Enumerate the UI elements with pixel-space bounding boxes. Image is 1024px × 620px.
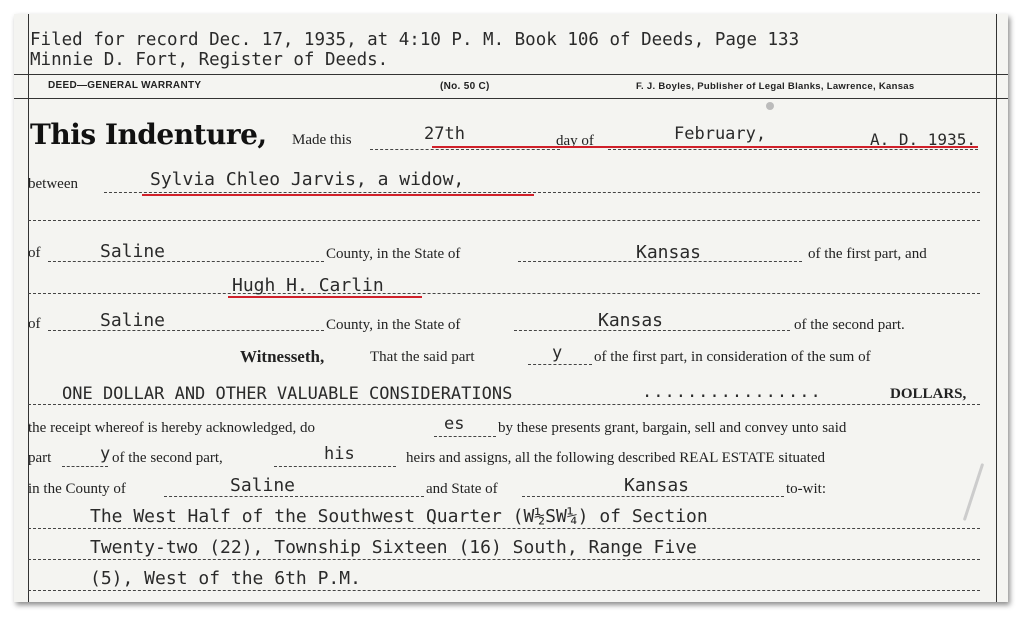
county-text-2: County, in the State of: [326, 317, 461, 333]
county-3: Saline: [230, 475, 296, 496]
legal-rule-2: [28, 559, 980, 560]
part-suffix-2: y: [100, 444, 111, 464]
legal-line-2: Twenty-two (22), Township Sixteen (16) South, Range Five: [90, 537, 697, 558]
ad-year: A. D. 1935.: [870, 130, 976, 149]
county-line-2: [48, 330, 324, 331]
month-value: February,: [674, 124, 767, 144]
day-value: 27th: [424, 124, 465, 144]
heirs-text: heirs and assigns, all the following described REAL ESTATE situated: [406, 450, 825, 466]
receipt-text-2: by these presents grant, bargain, sell and convey unto said: [498, 420, 847, 436]
paper-scratch: [963, 463, 984, 521]
form-publisher: F. J. Boyles, Publisher of Legal Blanks, Lawrence, Kansas: [636, 81, 915, 92]
paper-speck: [766, 102, 774, 110]
state-1: Kansas: [636, 242, 702, 263]
legal-rule-1: [28, 528, 980, 529]
month-line: [608, 149, 978, 150]
his-value: his: [324, 444, 355, 464]
left-border: [28, 14, 29, 602]
state-2: Kansas: [598, 310, 664, 331]
form-number: (No. 50 C): [440, 81, 490, 92]
state-3: Kansas: [624, 475, 690, 496]
grantor-line: [104, 192, 980, 193]
red-underline-grantor: [142, 194, 534, 196]
and-state-label: and State of: [426, 481, 498, 497]
indenture-heading: This Indenture,: [30, 118, 267, 151]
to-wit-label: to-wit:: [786, 481, 826, 497]
record-line-1: Filed for record Dec. 17, 1935, at 4:10 P. M. Book 106 of Deeds, Page 133: [30, 30, 800, 50]
receipt-text-1: the receipt whereof is hereby acknowledged, do: [28, 420, 315, 436]
first-part-label: of the first part, and: [808, 246, 927, 262]
part-suffix-1: y: [552, 343, 563, 363]
of-second-part: of the second part,: [112, 450, 223, 466]
grantor-name: Sylvia Chleo Jarvis, a widow,: [150, 169, 465, 190]
witnesseth-label: Witnesseth,: [240, 347, 325, 366]
of-label-1: of: [28, 245, 41, 261]
witness-text-2: of the first part, in consideration of the sum of: [594, 349, 871, 365]
county-line-3: [164, 496, 424, 497]
witness-text-1: That the said part: [370, 349, 475, 365]
form-title: DEED—GENERAL WARRANTY: [48, 80, 202, 91]
made-this-label: Made this: [292, 132, 352, 148]
red-underline-grantee: [228, 296, 422, 298]
part-line-2: [62, 466, 108, 467]
right-border: [996, 14, 997, 602]
grantee-name: Hugh H. Carlin: [232, 275, 384, 296]
blank-line-1: [28, 220, 980, 221]
record-line-2: Minnie D. Fort, Register of Deeds.: [30, 50, 389, 70]
grantee-line: [28, 293, 980, 294]
his-line: [274, 466, 396, 467]
legal-line-1: The West Half of the Southwest Quarter (W½SW¼) of Section: [90, 506, 708, 527]
day-of-label: day of: [556, 133, 594, 149]
legal-line-3: (5), West of the 6th P.M.: [90, 568, 361, 589]
does-line: [434, 436, 496, 437]
header-rule-top: [14, 74, 1008, 75]
consideration-text: ONE DOLLAR AND OTHER VALUABLE CONSIDERATIONS: [62, 384, 513, 404]
header-rule-bottom: [14, 98, 1008, 99]
dollars-label: DOLLARS,: [890, 386, 967, 402]
red-underline-date: [432, 146, 978, 148]
consideration-dots: ................: [642, 382, 822, 402]
county-2: Saline: [100, 310, 166, 331]
county-text-1: County, in the State of: [326, 246, 461, 262]
part-word: part: [28, 450, 52, 466]
county-1: Saline: [100, 241, 166, 262]
day-line: [370, 149, 560, 150]
does-suffix: es: [444, 414, 465, 434]
of-label-2: of: [28, 316, 41, 332]
between-label: between: [28, 176, 78, 192]
in-county-label: in the County of: [28, 481, 126, 497]
legal-rule-3: [28, 590, 980, 591]
deed-page: [14, 14, 1008, 602]
county-line-1: [48, 261, 324, 262]
part-line-1: [528, 364, 592, 365]
second-part-label: of the second part.: [794, 317, 905, 333]
state-line-3: [522, 496, 784, 497]
consideration-line: [28, 404, 980, 405]
